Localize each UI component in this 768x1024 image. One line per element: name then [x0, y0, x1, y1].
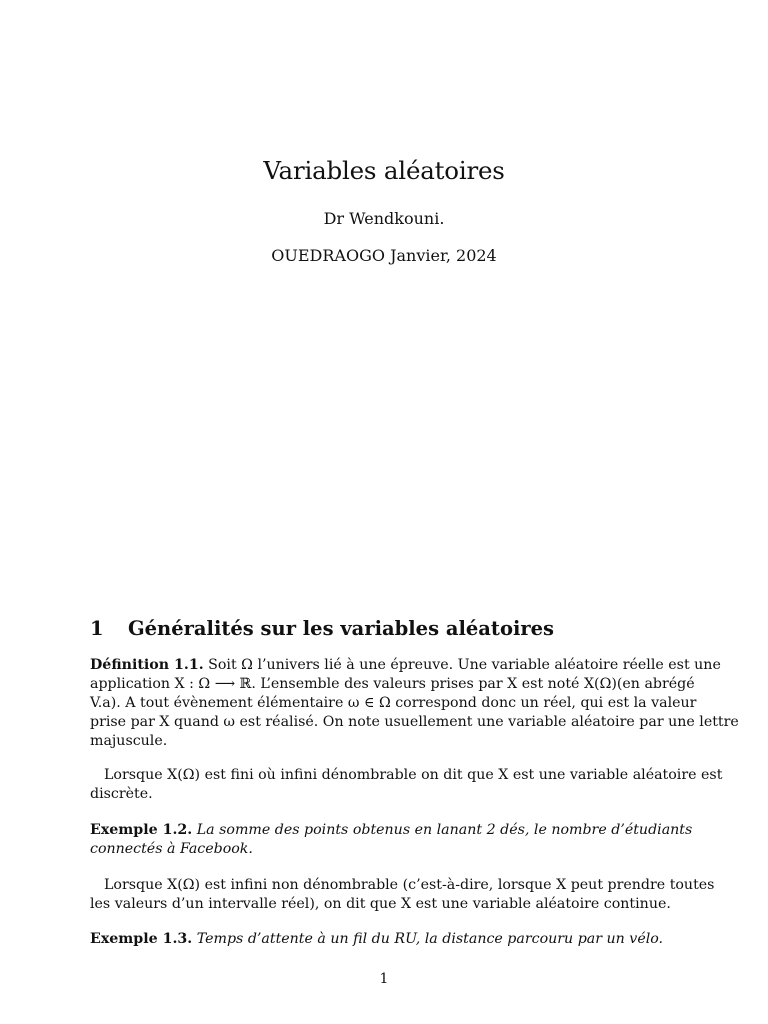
example-label: Exemple 1.3.	[90, 931, 193, 947]
example-label: Exemple 1.2.	[90, 822, 193, 838]
definition-label: Définition 1.1.	[90, 657, 204, 673]
paragraph-discrete	[90, 766, 723, 804]
paragraph-line: les valeurs d’un intervalle réel), on dit que X est une variable aléatoire continue.	[90, 896, 671, 912]
example-block	[90, 821, 693, 859]
example-text: Temps d’attente à un fil du RU, la distance parcouru par un vélo.	[196, 931, 664, 947]
paragraph-continuous	[90, 876, 715, 914]
definition-block	[90, 656, 739, 751]
section-number: 1	[90, 617, 104, 640]
example-block	[90, 930, 664, 949]
definition-line: majuscule.	[90, 733, 168, 749]
paragraph-line: discrète.	[90, 786, 153, 802]
author-affiliation-date: OUEDRAOGO Janvier, 2024	[271, 246, 497, 265]
document-title: Variables aléatoires	[263, 156, 505, 185]
page-number: 1	[379, 971, 389, 987]
section-title: Généralités sur les variables aléatoires	[128, 617, 555, 640]
definition-line: Soit Ω l’univers lié à une épreuve. Une variable aléatoire réelle est une	[208, 657, 721, 673]
definition-line: V.a). A tout évènement élémentaire ω ∈ Ω correspond donc un réel, qui est la valeur	[90, 695, 697, 711]
example-line: connectés à Facebook.	[90, 841, 253, 857]
example-line: La somme des points obtenus en lanant 2 dés, le nombre d’étudiants	[196, 822, 693, 838]
author-name: Dr Wendkouni.	[323, 209, 445, 228]
paragraph-line: Lorsque X(Ω) est infini non dénombrable (c’est-à-dire, lorsque X peut prendre toutes	[104, 877, 715, 893]
section-heading	[90, 617, 690, 641]
paragraph-line: Lorsque X(Ω) est fini où infini dénombrable on dit que X est une variable aléatoire est	[104, 767, 723, 783]
definition-line: application X : Ω ⟶ ℝ. L’ensemble des valeurs prises par X est noté X(Ω)(en abrégé	[90, 676, 695, 692]
definition-line: prise par X quand ω est réalisé. On note usuellement une variable aléatoire par une lettre	[90, 714, 739, 730]
